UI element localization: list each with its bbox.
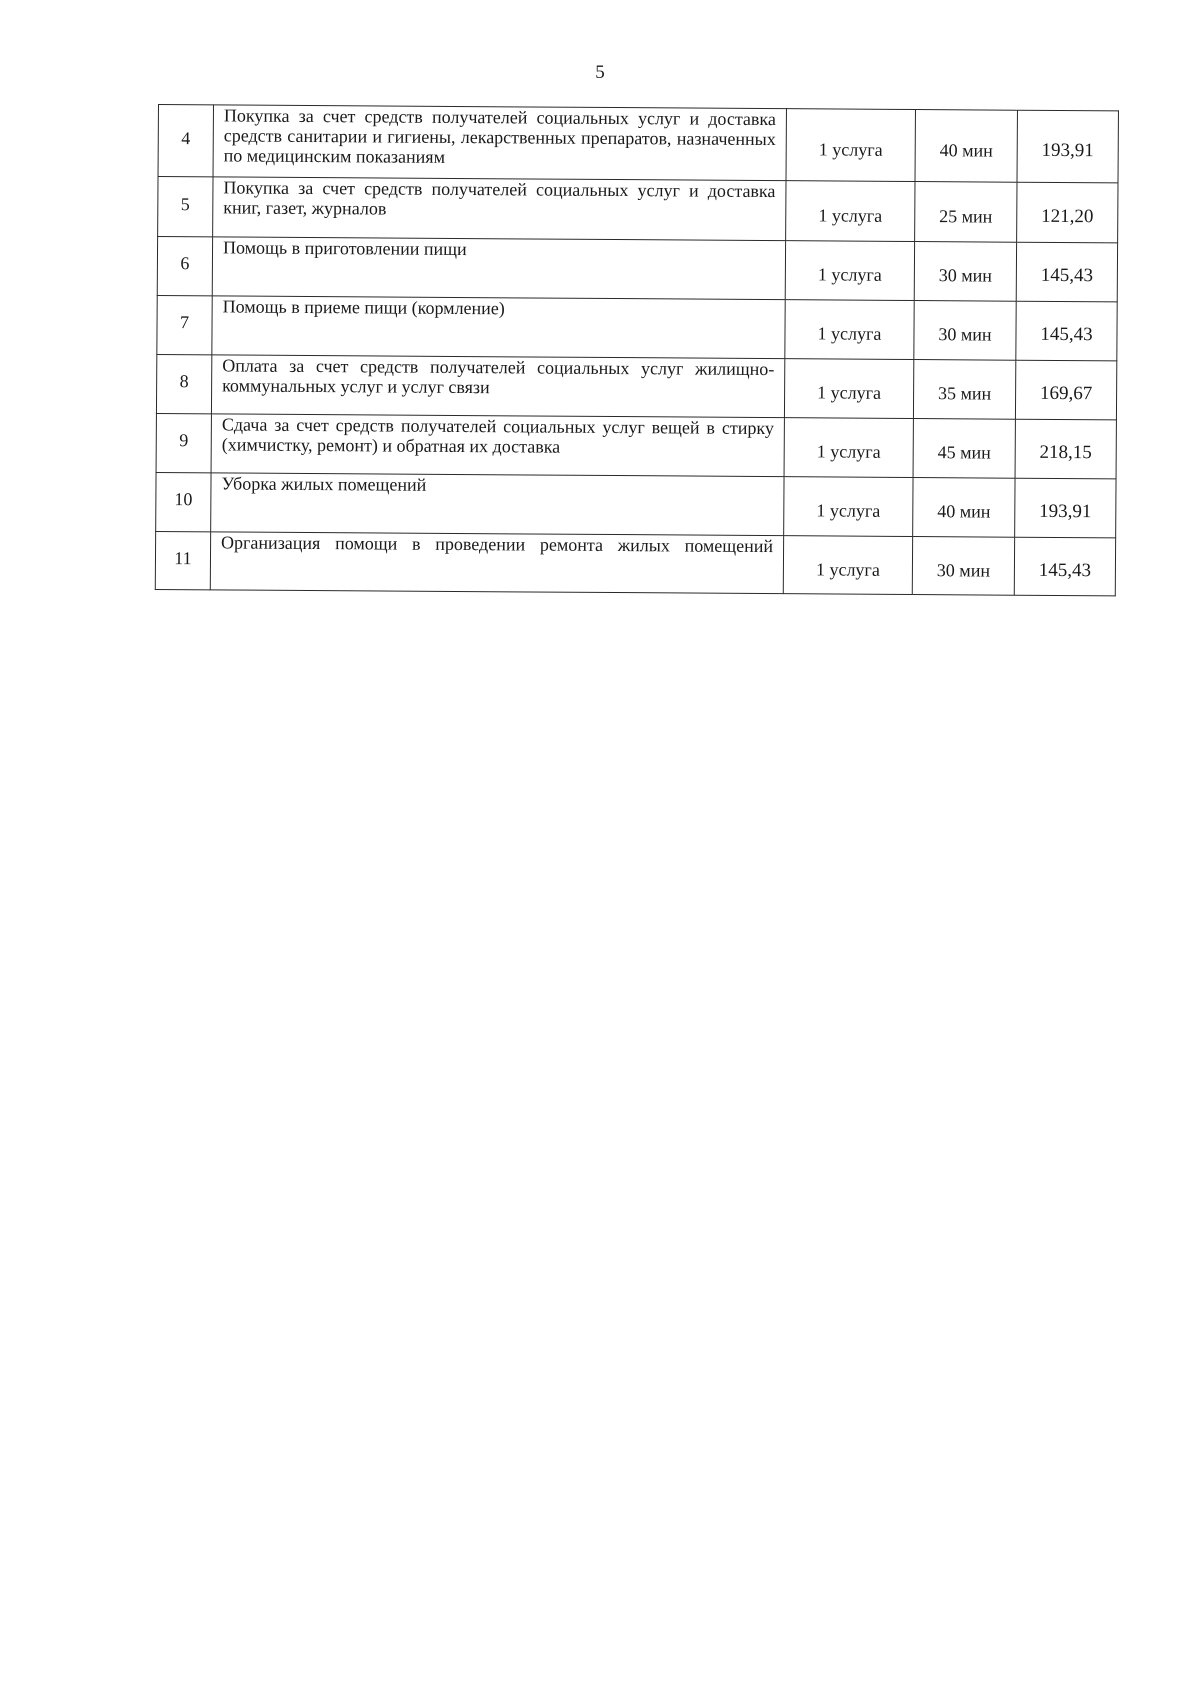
- price-cell: 145,43: [1016, 242, 1117, 302]
- unit-cell: 1 услуга: [786, 181, 915, 242]
- unit-cell: 1 услуга: [784, 418, 913, 478]
- price-cell: 193,91: [1015, 478, 1116, 538]
- page-number: 5: [595, 62, 605, 83]
- row-number-cell: 5: [158, 177, 213, 237]
- price-cell: 218,15: [1015, 419, 1116, 479]
- unit-cell: 1 услуга: [785, 300, 914, 360]
- service-description-cell: Уборка жилых помещений: [211, 473, 784, 536]
- row-number-cell: 7: [157, 295, 212, 354]
- service-description-cell: Сдача за счет средств получателей социальных услуг вещей в стирку (химчистку, ремонт) и обратная их доставка: [211, 414, 784, 477]
- duration-cell: 40 мин: [915, 110, 1017, 183]
- duration-cell: 25 мин: [915, 182, 1017, 243]
- service-description-cell: Организация помощи в проведении ремонта жилых помещений: [210, 532, 783, 594]
- duration-cell: 35 мин: [913, 360, 1015, 420]
- service-description-cell: Оплата за счет средств получателей социальных услуг жилищно-коммунальных услуг и услуг связи: [211, 355, 784, 418]
- service-description-cell: Помощь в приготовлении пищи: [212, 237, 785, 300]
- row-number-cell: 8: [156, 354, 211, 413]
- unit-cell: 1 услуга: [783, 536, 912, 595]
- row-number-cell: 11: [155, 531, 210, 589]
- table-row: [155, 531, 1115, 595]
- unit-cell: 1 услуга: [784, 359, 913, 419]
- unit-cell: 1 услуга: [786, 109, 915, 182]
- table-row: [156, 354, 1116, 419]
- price-cell: 169,67: [1015, 360, 1116, 420]
- service-description-cell: Помощь в приеме пищи (кормление): [212, 296, 785, 359]
- table-row: [156, 413, 1116, 478]
- unit-cell: 1 услуга: [785, 241, 914, 301]
- row-number-cell: 10: [156, 472, 211, 531]
- price-cell: 121,20: [1017, 182, 1118, 243]
- price-cell: 145,43: [1016, 301, 1117, 361]
- table-row: [156, 472, 1116, 537]
- service-description-cell: Покупка за счет средств получателей социальных услуг и доставка средств санитарии и гигиены, лекарственных препаратов, назначенных по медицинским показаниям: [213, 105, 786, 181]
- row-number-cell: 6: [157, 237, 212, 296]
- price-cell: 145,43: [1014, 537, 1115, 596]
- duration-cell: 30 мин: [912, 537, 1014, 596]
- table-row: [158, 105, 1118, 183]
- price-cell: 193,91: [1017, 110, 1118, 183]
- row-number-cell: 9: [156, 413, 211, 472]
- row-number-cell: 4: [158, 105, 213, 177]
- duration-cell: 40 мин: [913, 478, 1015, 538]
- table-row: [157, 295, 1117, 360]
- duration-cell: 30 мин: [914, 301, 1016, 361]
- services-tariff-table: [155, 104, 1119, 596]
- service-description-cell: Покупка за счет средств получателей социальных услуг и доставка книг, газет, журналов: [213, 177, 786, 241]
- duration-cell: 30 мин: [914, 242, 1016, 302]
- table-row: [157, 237, 1117, 302]
- unit-cell: 1 услуга: [784, 477, 913, 537]
- table-row: [158, 177, 1118, 243]
- duration-cell: 45 мин: [913, 419, 1015, 479]
